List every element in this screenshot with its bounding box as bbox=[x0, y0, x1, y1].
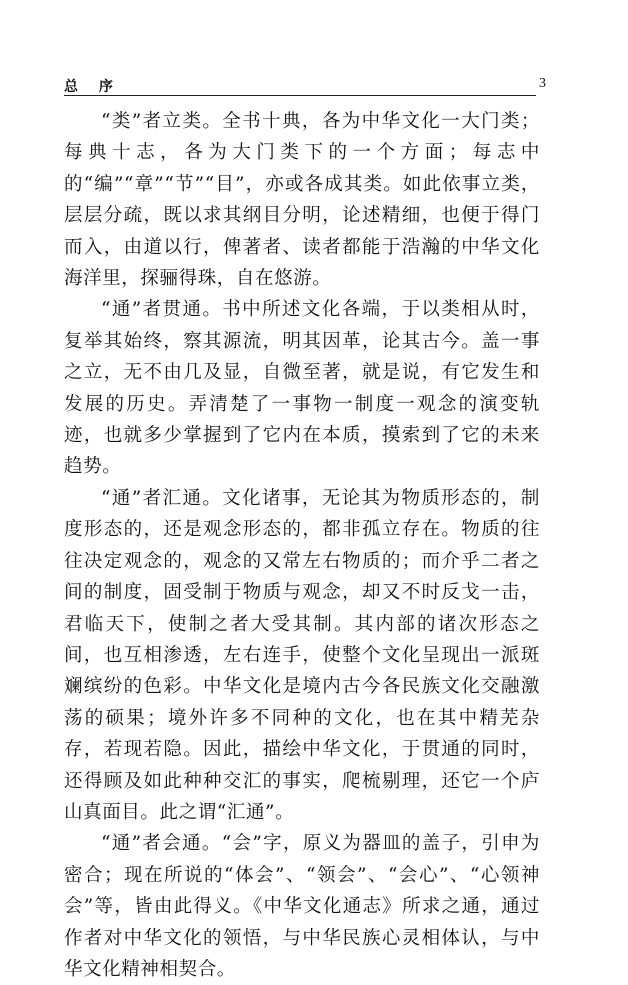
header-divider bbox=[64, 95, 536, 96]
paragraph-guantong: “通”者贯通。书中所述文化各端，于以类相从时，复举其始终，察其源流，明其因革，论其古今。盖一事之立，无不由几及显，自微至著，就是说，有它发生和发展的历史。弄清楚了一事物一制度一观念的演变轨迹，也就多少掌握到了它内在本质，摸索到了它的未来趋势。 bbox=[64, 299, 540, 478]
header-title: 总 序 bbox=[64, 79, 121, 95]
paragraph-huitong-meaning: “通”者会通。“会”字，原义为器皿的盖子，引申为密合；现在所说的“体会”、“领会”、“会心”、“心领神会”等，皆由此得义。《中华文化通志》所求之通，通过作者对中华文化的领悟，与中华民族心灵相体认，与中华文化精神相契合。 bbox=[64, 833, 540, 980]
page-number: 3 bbox=[539, 76, 546, 91]
running-header bbox=[64, 76, 546, 96]
paragraph-lei: “类”者立类。全书十典，各为中华文化一大门类；每典十志，各为大门类下的一个方面；每志中的“编”“章”“节”“目”，亦或各成其类。如此依事立类，层层分疏，既以求其纲目分明，论述精细，也便于得门而入，由道以行，俾著者、读者都能于浩瀚的中华文化海洋里，探骊得珠，自在悠游。 bbox=[64, 111, 540, 290]
paragraph-huitong: “通”者汇通。文化诸事，无论其为物质形态的，制度形态的，还是观念形态的，都非孤立存在。物质的往往决定观念的，观念的又常左右物质的；而介乎二者之间的制度，固受制于物质与观念，却又不时反戈一击，君临天下，使制之者大受其制。其内部的诸次形态之间，也互相渗透，左右连手，使整个文化呈现出一派斑斓缤纷的色彩。中华文化是境内古今各民族文化交融激荡的硕果；境外许多不同种的文化，也在其中精芜杂存，若现若隐。因此，描绘中华文化，于贯通的同时，还得顾及如此种种交汇的事实，爬梳剔理，还它一个庐山真面目。此之谓“汇通”。 bbox=[64, 487, 540, 823]
body-text bbox=[64, 106, 540, 985]
